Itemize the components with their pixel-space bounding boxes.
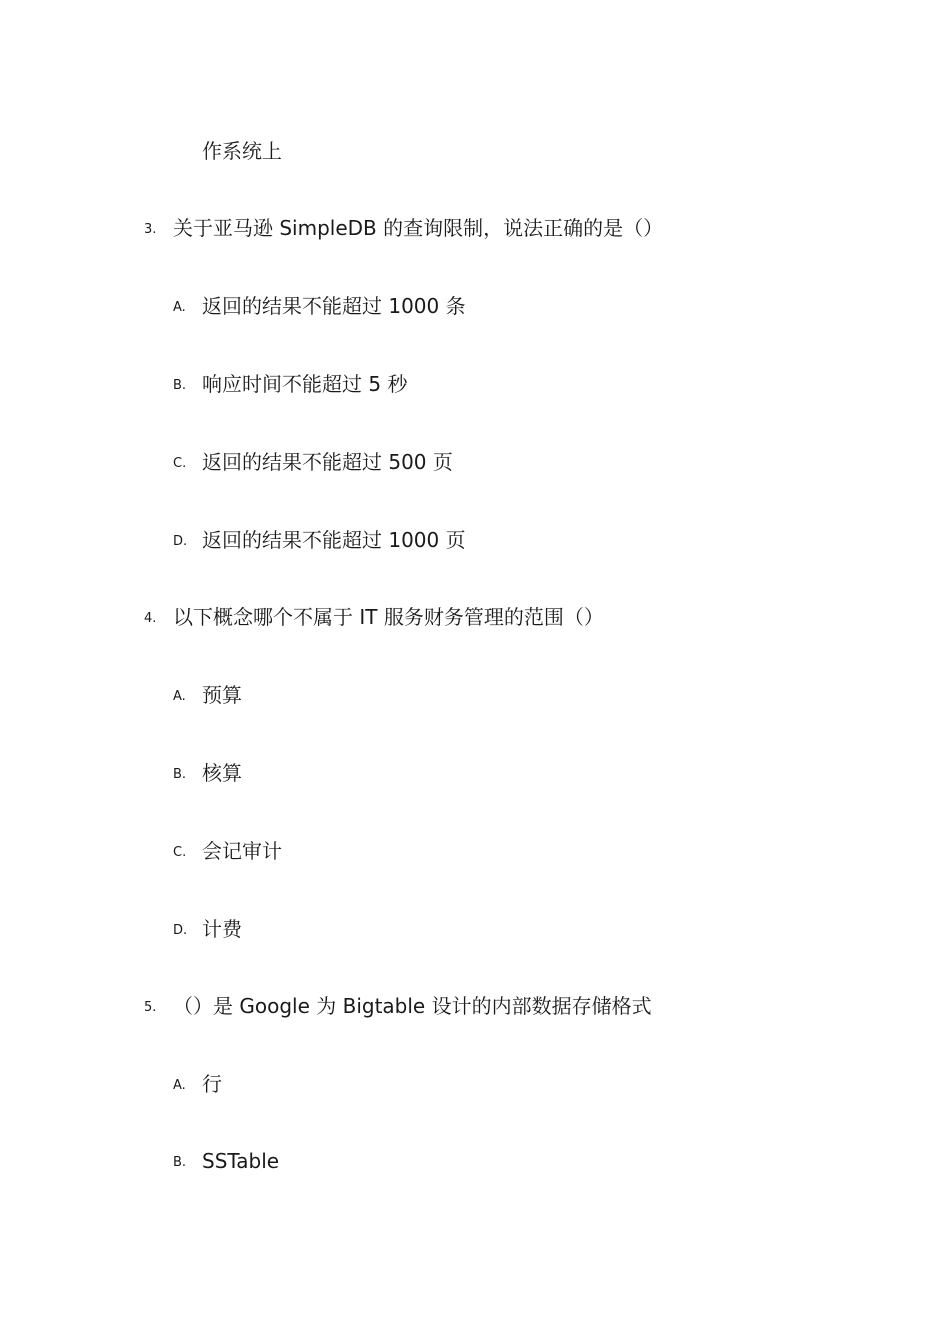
option-text: 返回的结果不能超过 1000 页 [202, 528, 466, 552]
question-number: 5. [144, 1000, 157, 1015]
option-letter: C. [173, 845, 187, 860]
option-letter: B. [173, 1155, 187, 1170]
question-number: 3. [144, 222, 157, 237]
question-text: 关于亚马逊 SimpleDB 的查询限制，说法正确的是（） [173, 216, 664, 240]
question-number: 4. [144, 611, 157, 626]
option-text: 会记审计 [202, 839, 282, 863]
question-text: （）是 Google 为 Bigtable 设计的内部数据存储格式 [173, 994, 652, 1018]
option-text: 计费 [202, 917, 242, 941]
option-text: SSTable [202, 1149, 280, 1173]
option-text: 核算 [202, 761, 242, 785]
option-letter: A. [173, 689, 186, 704]
option-letter: C. [173, 456, 187, 471]
option-text: 预算 [202, 683, 242, 707]
option-letter: D. [173, 923, 188, 938]
option-letter: A. [173, 1078, 186, 1093]
option-letter: D. [173, 534, 188, 549]
option-text: 响应时间不能超过 5 秒 [202, 372, 408, 396]
question-text: 以下概念哪个不属于 IT 服务财务管理的范围（） [173, 605, 604, 629]
option-letter: B. [173, 767, 187, 782]
option-text: 返回的结果不能超过 500 页 [202, 450, 453, 474]
option-letter: A. [173, 300, 186, 315]
option-text: 返回的结果不能超过 1000 条 [202, 294, 466, 318]
option-letter: B. [173, 378, 187, 393]
continuation-text: 作系统上 [202, 139, 282, 163]
option-text: 行 [202, 1072, 222, 1096]
